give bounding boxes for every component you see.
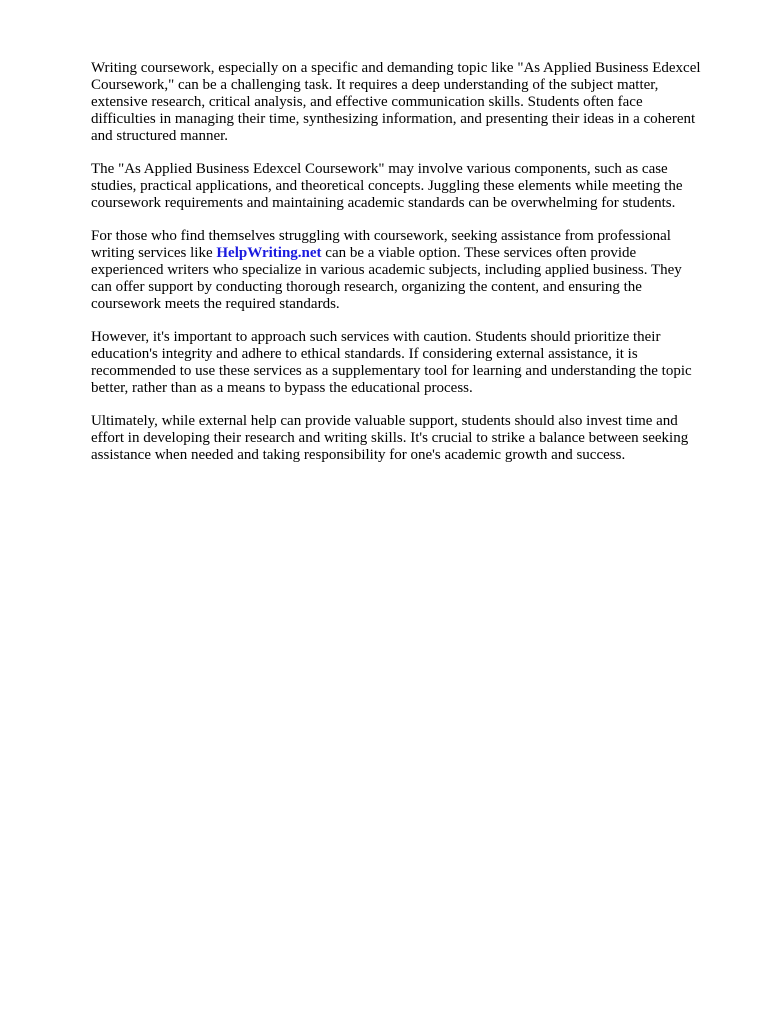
paragraph-assistance-after: can be a viable option. These services often provide experienced writers who specialize in various academic subjects, including applied business. They can offer support by conducting thorough research, organizing the content, and ensuring the coursework meets the required standards. — [91, 245, 682, 312]
paragraph-components: The "As Applied Business Edexcel Coursework" may involve various components, such as case studies, practical applications, and theoretical concepts. Juggling these elements while meeting the coursework requirements and maintaining academic standards can be overwhelming for students. — [91, 161, 683, 211]
paragraph-conclusion: Ultimately, while external help can provide valuable support, students should also invest time and effort in developing their research and writing skills. It's crucial to strike a balance between seeking assistance when needed and taking responsibility for one's academic growth and success. — [91, 413, 689, 463]
paragraph-intro: Writing coursework, especially on a specific and demanding topic like "As Applied Business Edexcel Coursework," can be a challenging task. It requires a deep understanding of the subject matter, extensive research, critical analysis, and effective communication skills. Students often face difficulties in managing their time, synthesizing information, and presenting their ideas in a coherent and structured manner. — [91, 60, 701, 144]
helpwriting-link[interactable]: HelpWriting.net — [216, 245, 322, 261]
paragraph-assistance — [91, 228, 731, 313]
document-page — [91, 60, 731, 480]
paragraph-assistance-before: For those who find themselves struggling with coursework, seeking assistance from professional writing services like — [91, 228, 671, 261]
paragraph-caution: However, it's important to approach such services with caution. Students should prioritize their education's integrity and adhere to ethical standards. If considering external assistance, it is recommended to use these services as a supplementary tool for learning and understanding the topic better, rather than as a means to bypass the educational process. — [91, 329, 692, 396]
